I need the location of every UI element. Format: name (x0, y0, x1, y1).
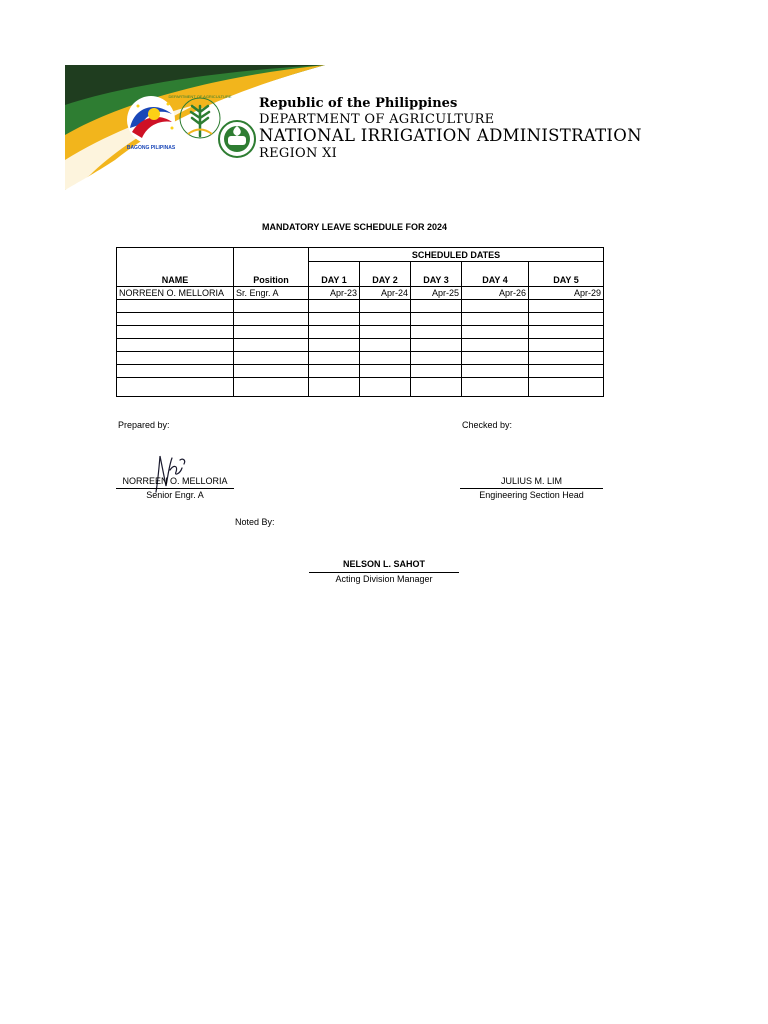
bagong-pilipinas-logo (124, 94, 178, 152)
column-header-position: Position (234, 248, 309, 287)
noter-title: Acting Division Manager (335, 574, 433, 584)
checked-by-label: Checked by: (462, 420, 513, 430)
cell-day2: Apr-24 (360, 287, 411, 300)
table-row-empty (117, 378, 604, 397)
cell-day3: Apr-25 (411, 287, 462, 300)
noter-signature-line (309, 572, 459, 573)
logo-left-text: BAGONG PILIPINAS (126, 145, 176, 151)
table-row (117, 287, 604, 300)
column-header-day2: DAY 2 (360, 262, 411, 287)
column-header-day4: DAY 4 (462, 262, 529, 287)
nia-logo (218, 120, 256, 158)
region-line: REGION XI (259, 146, 338, 161)
republic-line: Republic of the Philippines (259, 96, 458, 111)
table-row-empty (117, 352, 604, 365)
scheduled-dates-header: SCHEDULED DATES (309, 248, 604, 262)
preparer-name: NORREEN O. MELLORIA (122, 476, 228, 486)
column-header-name: NAME (117, 248, 234, 287)
column-header-day1: DAY 1 (309, 262, 360, 287)
logos (124, 92, 256, 162)
checker-signature-line (460, 488, 603, 489)
column-header-day5: DAY 5 (529, 262, 604, 287)
table-row-empty (117, 365, 604, 378)
agency-line: NATIONAL IRRIGATION ADMINISTRATION (259, 126, 642, 145)
table-row-empty (117, 300, 604, 313)
cell-day4: Apr-26 (462, 287, 529, 300)
logo-mid-text: DEPARTMENT OF AGRICULTURE (168, 94, 232, 99)
column-header-day3: DAY 3 (411, 262, 462, 287)
leave-schedule-table (116, 247, 604, 397)
cell-day1: Apr-23 (309, 287, 360, 300)
checker-name: JULIUS M. LIM (500, 476, 562, 486)
table-row-empty (117, 313, 604, 326)
noted-by-label: Noted By: (235, 517, 275, 527)
checker-title: Engineering Section Head (479, 490, 584, 500)
noter-name: NELSON L. SAHOT (342, 559, 425, 569)
prepared-by-label: Prepared by: (118, 420, 170, 430)
preparer-title: Senior Engr. A (146, 490, 204, 500)
table-row-empty (117, 339, 604, 352)
document-title: MANDATORY LEAVE SCHEDULE FOR 2024 (262, 222, 448, 232)
table-header-row (117, 248, 604, 262)
department-of-agriculture-logo (168, 92, 232, 152)
table-row-empty (117, 326, 604, 339)
preparer-signature-line (116, 488, 234, 489)
department-line: DEPARTMENT OF AGRICULTURE (259, 112, 495, 127)
cell-name: NORREEN O. MELLORIA (117, 287, 234, 300)
cell-position: Sr. Engr. A (234, 287, 309, 300)
cell-day5: Apr-29 (529, 287, 604, 300)
